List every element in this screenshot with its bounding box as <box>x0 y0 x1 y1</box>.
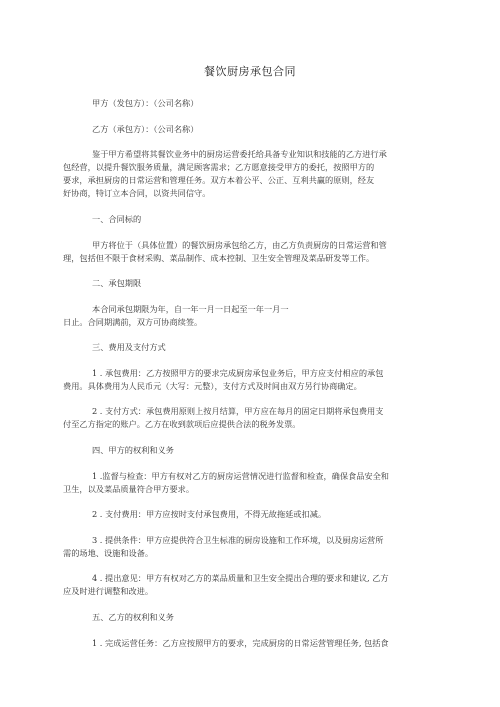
section-heading: 一、合同标的 <box>92 214 142 224</box>
intro-line: 要求，承担厨房的日常运营和管理任务。双方本着公平、公正、互利共赢的原则，经友 <box>63 175 375 185</box>
paragraph-line: 2 . 支付费用：甲方应按时支付承包费用，不得无故拖延或扣减。 <box>92 509 327 519</box>
paragraph-line: 2 . 支付方式：承包费用原则上按月结算，甲方应在每月的固定日期将承包费用支 <box>92 406 384 416</box>
paragraph-line: 理，包括但不限于食材采购、菜品制作、成本控制、卫生安全管理及菜品研发等工作。 <box>63 253 375 263</box>
paragraph-line: 日止。合同期满前，双方可协商续签。 <box>63 317 203 327</box>
section-heading: 四、甲方的权利和义务 <box>92 445 174 455</box>
paragraph-line: 应及时进行调整和改进。 <box>63 586 154 596</box>
paragraph-line: 费用。具体费用为人民币元（大写：元整），支付方式及时间由双方另行协商确定。 <box>63 381 362 391</box>
intro-line: 包经营，以提升餐饮服务质量，满足顾客需求；乙方愿意接受甲方的委托，按照甲方的 <box>63 162 375 172</box>
paragraph-line: 1 . 承包费用：乙方按照甲方的要求完成厨房承包业务后，甲方应支付相应的承包 <box>92 368 384 378</box>
party-b-line: 乙方（承包方）：（公司名称） <box>92 124 199 134</box>
section-heading: 三、费用及支付方式 <box>92 342 166 352</box>
paragraph-line: 1 .监督与检查：甲方有权对乙方的厨房运营情况进行监督和检查，确保食品安全和 <box>92 471 389 481</box>
paragraph-line: 1 . 完成运营任务：乙方应按照甲方的要求，完成厨房的日常运营管理任务, 包括食 <box>92 638 389 648</box>
paragraph-line: 付至乙方指定的账户。乙方在收到款项后应提供合法的税务发票。 <box>63 419 301 429</box>
paragraph-line: 3 . 提供条件：甲方应提供符合卫生标准的厨房设施和工作环境，以及厨房运营所 <box>92 535 384 545</box>
document-title: 餐饮厨房承包合同 <box>204 65 296 78</box>
section-heading: 五、乙方的权利和义务 <box>92 612 174 622</box>
paragraph-line: 甲方将位于（具体位置）的餐饮厨房承包给乙方，由乙方负责厨房的日常运营和管 <box>92 240 387 250</box>
intro-line: 好协商，特订立本合同，以资共同信守。 <box>63 188 211 198</box>
paragraph-line: 4 . 提出意见：甲方有权对乙方的菜品质量和卫生安全提出合理的要求和建议, 乙方 <box>92 573 389 583</box>
paragraph-line: 卫生，以及菜品质量符合甲方要求。 <box>63 484 195 494</box>
intro-line: 鉴于甲方希望将其餐饮业务中的厨房运营委托给具备专业知识和技能的乙方进行承 <box>92 149 387 159</box>
party-a-line: 甲方（发包方）：（公司名称） <box>92 98 199 108</box>
paragraph-line: 本合同承包期限为年，自一年一月一日起至一年一月一 <box>92 304 289 314</box>
section-heading: 二、承包期限 <box>92 278 142 288</box>
paragraph-line: 需的场地、设施和设备。 <box>63 548 154 558</box>
